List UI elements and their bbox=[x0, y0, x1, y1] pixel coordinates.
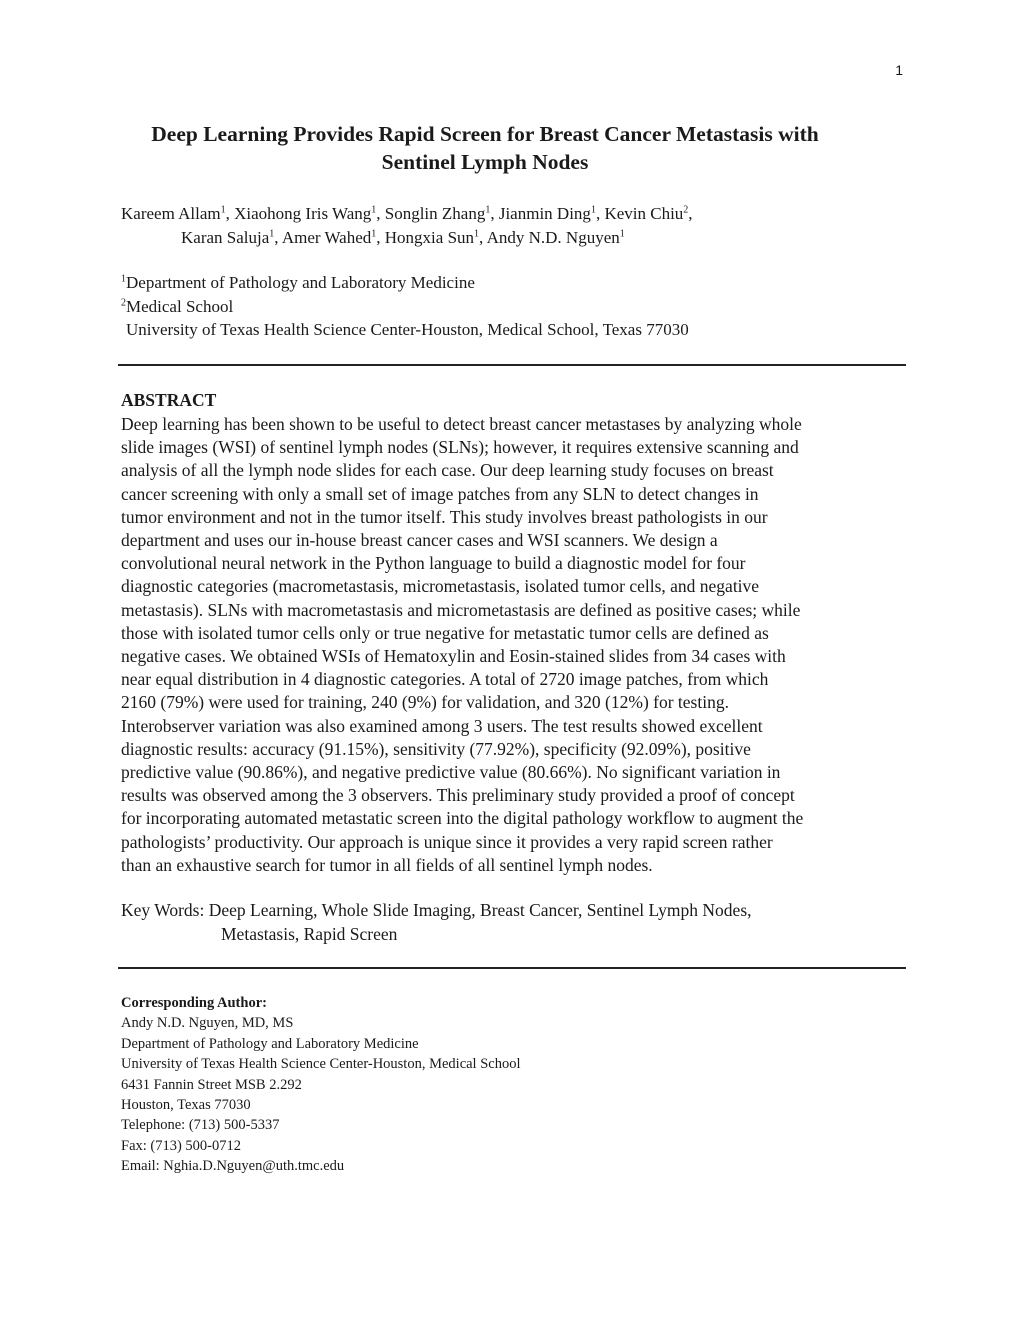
author-name: Kevin Chiu bbox=[604, 204, 684, 223]
university-affiliation: University of Texas Health Science Center-Houston, Medical School, Texas 77030 bbox=[126, 320, 689, 339]
affiliation-1: $^1$Department of Pathology and Laboratory Medicine bbox=[121, 273, 475, 292]
paper-title bbox=[100, 120, 870, 176]
abstract-line: those with isolated tumor cells only or true negative for metastatic tumor cells are defined as bbox=[121, 622, 769, 643]
author-list bbox=[121, 202, 901, 250]
author-affiliation-mark: 2 bbox=[683, 204, 689, 216]
corresponding-email: Email: Nghia.D.Nguyen@uth.tmc.edu bbox=[121, 1158, 345, 1175]
author-name: Karan Saluja bbox=[181, 228, 270, 247]
section-divider bbox=[118, 364, 906, 366]
abstract-line: convolutional neural network in the Python language to build a diagnostic model for four bbox=[121, 553, 746, 574]
author-affiliation-mark: 1 bbox=[371, 204, 377, 216]
abstract-line: tumor environment and not in the tumor itself. This study involves breast pathologists in our bbox=[121, 506, 768, 527]
author-affiliation-mark: 1 bbox=[590, 204, 596, 216]
page-number: 1 bbox=[895, 62, 903, 78]
abstract-line: negative cases. We obtained WSIs of Hematoxylin and Eosin-stained slides from 34 cases with bbox=[121, 646, 786, 667]
corresponding-author bbox=[121, 993, 721, 1177]
author-name: Jianmin Ding bbox=[498, 204, 591, 223]
abstract-line: analysis of all the lymph node slides for each case. Our deep learning study focuses on breast bbox=[121, 460, 774, 481]
title-line-2: Sentinel Lymph Nodes bbox=[381, 150, 589, 174]
abstract-line: predictive value (90.86%), and negative predictive value (80.66%). No significant variation in bbox=[121, 762, 781, 783]
abstract-line: diagnostic categories (macrometastasis, micrometastasis, isolated tumor cells, and negative bbox=[121, 576, 760, 597]
keywords-line-1: Key Words: Deep Learning, Whole Slide Imaging, Breast Cancer, Sentinel Lymph Nodes, bbox=[121, 900, 752, 920]
author-name: Andy N.D. Nguyen bbox=[486, 228, 620, 247]
author-line-1: Kareem Allam$^1$, Xiaohong Iris Wang$^1$, Songlin Zhang$^1$, Jianmin Ding$^1$, Kevin Chiu$^2$, bbox=[121, 204, 693, 223]
abstract-line: slide images (WSI) of sentinel lymph nodes (SLNs); however, it requires extensive scanning and bbox=[121, 437, 799, 458]
corresponding-line: 6431 Fannin Street MSB 2.292 bbox=[121, 1076, 302, 1093]
affiliation-mark: 1 bbox=[121, 273, 126, 285]
corresponding-line: University of Texas Health Science Center-Houston, Medical School bbox=[121, 1056, 521, 1073]
abstract-line: results was observed among the 3 observers. This preliminary study provided a proof of concept bbox=[121, 785, 795, 806]
author-affiliation-mark: 1 bbox=[371, 228, 377, 240]
abstract-line: near equal distribution in 4 diagnostic categories. A total of 2720 image patches, from which bbox=[121, 669, 769, 690]
abstract-line: 2160 (79%) were used for training, 240 (9%) for validation, and 320 (12%) for testing. bbox=[121, 692, 729, 713]
author-affiliation-mark: 1 bbox=[269, 228, 275, 240]
corresponding-line: Andy N.D. Nguyen, MD, MS bbox=[121, 1015, 294, 1032]
author-affiliation-mark: 1 bbox=[474, 228, 480, 240]
author-name: Xiaohong Iris Wang bbox=[234, 204, 372, 223]
author-name: Amer Wahed bbox=[281, 228, 372, 247]
abstract-line: pathologists’ productivity. Our approach is unique since it provides a very rapid screen rather bbox=[121, 831, 773, 852]
author-line-2: Karan Saluja$^1$, Amer Wahed$^1$, Hongxia Sun$^1$, Andy N.D. Nguyen$^1$ bbox=[181, 228, 625, 247]
title-line-1: Deep Learning Provides Rapid Screen for Breast Cancer Metastasis with bbox=[151, 122, 819, 146]
keywords bbox=[121, 899, 906, 946]
affiliation-mark: 2 bbox=[121, 296, 126, 308]
affiliations bbox=[121, 271, 901, 342]
abstract-body bbox=[121, 413, 906, 877]
section-divider bbox=[118, 967, 906, 969]
corresponding-line: Houston, Texas 77030 bbox=[121, 1097, 251, 1114]
abstract-line: for incorporating automated metastatic screen into the digital pathology workflow to augment the bbox=[121, 808, 804, 829]
author-name: Kareem Allam bbox=[121, 204, 221, 223]
corresponding-heading: Corresponding Author: bbox=[121, 995, 267, 1011]
abstract-heading: ABSTRACT bbox=[121, 390, 217, 410]
corresponding-line: Fax: (713) 500-0712 bbox=[121, 1137, 242, 1154]
abstract-line: Deep learning has been shown to be useful to detect breast cancer metastases by analyzing whole bbox=[121, 414, 802, 434]
author-name: Songlin Zhang bbox=[384, 204, 486, 223]
corresponding-line: Department of Pathology and Laboratory Medicine bbox=[121, 1035, 419, 1052]
abstract-line: Interobserver variation was also examined among 3 users. The test results showed excellent bbox=[121, 715, 763, 736]
affiliation-2: $^2$Medical School bbox=[121, 296, 234, 316]
author-affiliation-mark: 1 bbox=[485, 204, 491, 216]
corresponding-line: Telephone: (713) 500-5337 bbox=[121, 1117, 280, 1134]
abstract-line: cancer screening with only a small set of image patches from any SLN to detect changes in bbox=[121, 483, 759, 504]
abstract-line: than an exhaustive search for tumor in all fields of all sentinel lymph nodes. bbox=[121, 854, 653, 875]
author-affiliation-mark: 1 bbox=[619, 228, 625, 240]
author-name: Hongxia Sun bbox=[384, 228, 475, 247]
abstract-line: department and uses our in-house breast cancer cases and WSI scanners. We design a bbox=[121, 530, 718, 551]
author-affiliation-mark: 1 bbox=[220, 204, 226, 216]
abstract-line: diagnostic results: accuracy (91.15%), sensitivity (77.92%), specificity (92.09%), positive bbox=[121, 738, 751, 759]
keywords-line-2: Metastasis, Rapid Screen bbox=[221, 923, 398, 944]
abstract-line: metastasis). SLNs with macrometastasis and micrometastasis are defined as positive cases; while bbox=[121, 599, 801, 620]
